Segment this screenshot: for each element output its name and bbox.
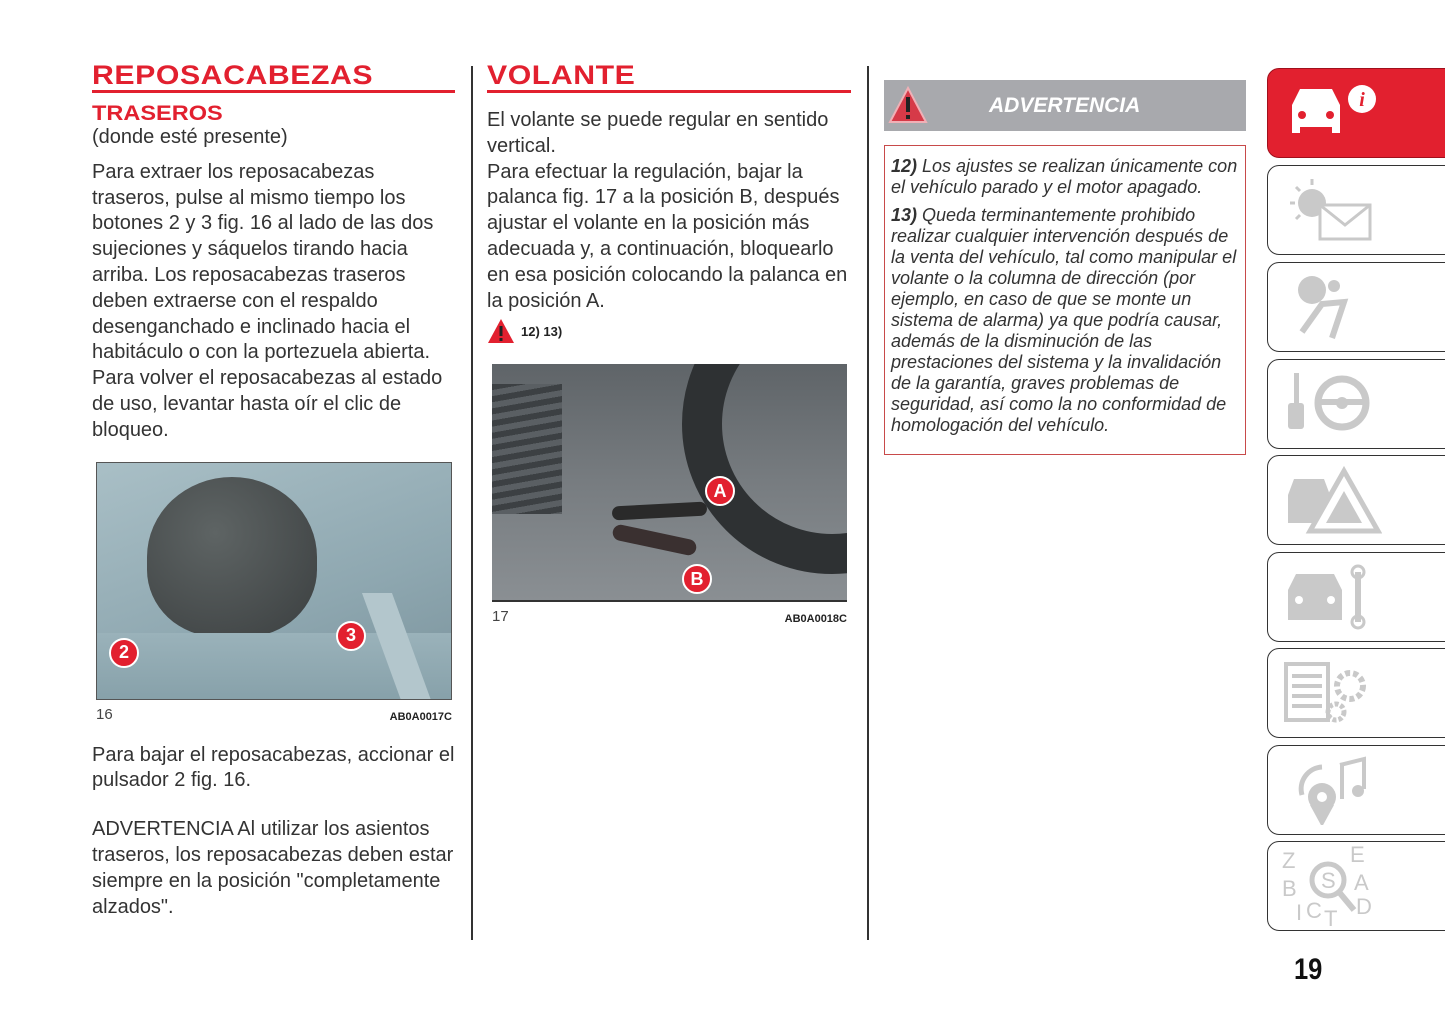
tab-index[interactable] [1267,841,1445,931]
car-info-icon [1282,83,1377,143]
tab-lights-messages[interactable] [1267,165,1445,255]
svg-text:i: i [1359,89,1365,111]
marker-2: 2 [109,638,139,668]
car-wrench-icon [1282,562,1377,632]
page-number: 19 [1294,953,1323,986]
lever-position-a [612,502,708,521]
marker-b: B [682,564,712,594]
figure-code: AB0A0017C [389,710,452,723]
warning-triangle-icon [888,85,928,125]
middle-column [487,60,851,625]
steering-lever-photo [492,364,847,602]
title-rule [487,90,851,93]
multimedia-icon [1282,755,1377,825]
paragraph: Para extraer los reposacabezas traseros, pulse al mismo tiempo los botones 2 y 3 fig. 16 al lado de las dos sujeciones y sáquelos tirando hacia arriba. Los reposacabezas traseros deben extraerse con el respaldo desenganchado e inclinado hacia el habitáculo o con la portezuela abierta. Para volver el reposacabezas al estado de uso, levantar hasta oír el clic de bloqueo. [92,160,443,441]
tab-emergency[interactable] [1267,455,1445,545]
warning-item [891,156,1239,198]
warning-reference [487,318,851,344]
specs-gears-icon [1282,658,1377,728]
airbag-seatbelt-icon [1282,272,1377,342]
warning-triangle-icon [487,318,515,344]
warning-title: ADVERTENCIA [989,94,1141,117]
column-divider [867,66,869,940]
tab-car-info[interactable] [1267,68,1445,158]
key-steering-wheel-icon [1282,369,1377,439]
headrest-shape [147,477,317,637]
tab-maintenance[interactable] [1267,552,1445,642]
paragraph: El volante se puede regular en sentido vertical. [487,109,829,157]
figure-code: AB0A0018C [784,613,847,626]
item-number: 12) [891,156,918,176]
tab-safety[interactable] [1267,262,1445,352]
left-column [92,60,455,920]
index-letters: Z E B A D I C T S [1282,844,1372,928]
steering-wheel [682,364,847,574]
car-emergency-triangle-icon [1282,465,1382,535]
section-title: REPOSACABEZAS [92,60,374,90]
title-rule [92,90,455,93]
column-divider [471,66,473,940]
tab-multimedia[interactable] [1267,745,1445,835]
warning-header [884,80,1246,131]
warning-refs: 12) 13) [521,323,563,339]
tab-starting-driving[interactable] [1267,359,1445,449]
warning-light-message-icon [1282,175,1377,245]
marker-3: 3 [336,621,366,651]
section-subtitle: TRASEROS [92,102,223,125]
warning-box [884,145,1246,455]
figure-number: 16 [96,705,113,723]
marker-a: A [705,476,735,506]
figure-number: 17 [492,608,509,626]
figure-16 [96,462,452,723]
tab-technical-data[interactable] [1267,648,1445,738]
item-text: Queda terminantemente prohibido realizar cualquier intervención después de la venta del vehículo, tal como manipular el volante o la columna de dirección (por ejemplo, en caso de que se monte un sistema de alarma) ya que podría causar, además de la disminución de las prestaciones del sistema y la invalidación de la garantía, graves problemas de seguridad, así como la no conformidad de homologación del vehículo. [891,205,1237,435]
figure-17 [492,364,847,625]
index-search-icon [1282,844,1382,928]
paragraph: Para efectuar la regulación, bajar la palanca fig. 17 a la posición B, después ajustar el volante en la posición más adecuada y, a continuación, bloquearlo en esa posición colocando la palanca en la posición A. [487,160,848,312]
paragraph: ADVERTENCIA Al utilizar los asientos traseros, los reposacabezas deben estar siempre en la posición "completamente alzados". [92,818,454,918]
paragraph: Para bajar el reposacabezas, accionar el pulsador 2 fig. 16. [92,743,455,792]
warning-item [891,205,1239,436]
item-number: 13) [891,205,918,225]
air-vent [492,384,562,514]
section-title: VOLANTE [487,60,636,90]
headrest-photo [96,462,452,700]
note: (donde esté presente) [92,126,288,148]
item-text: Los ajustes se realizan únicamente con el vehículo parado y el motor apagado. [891,156,1238,197]
lever-position-b [611,524,697,557]
